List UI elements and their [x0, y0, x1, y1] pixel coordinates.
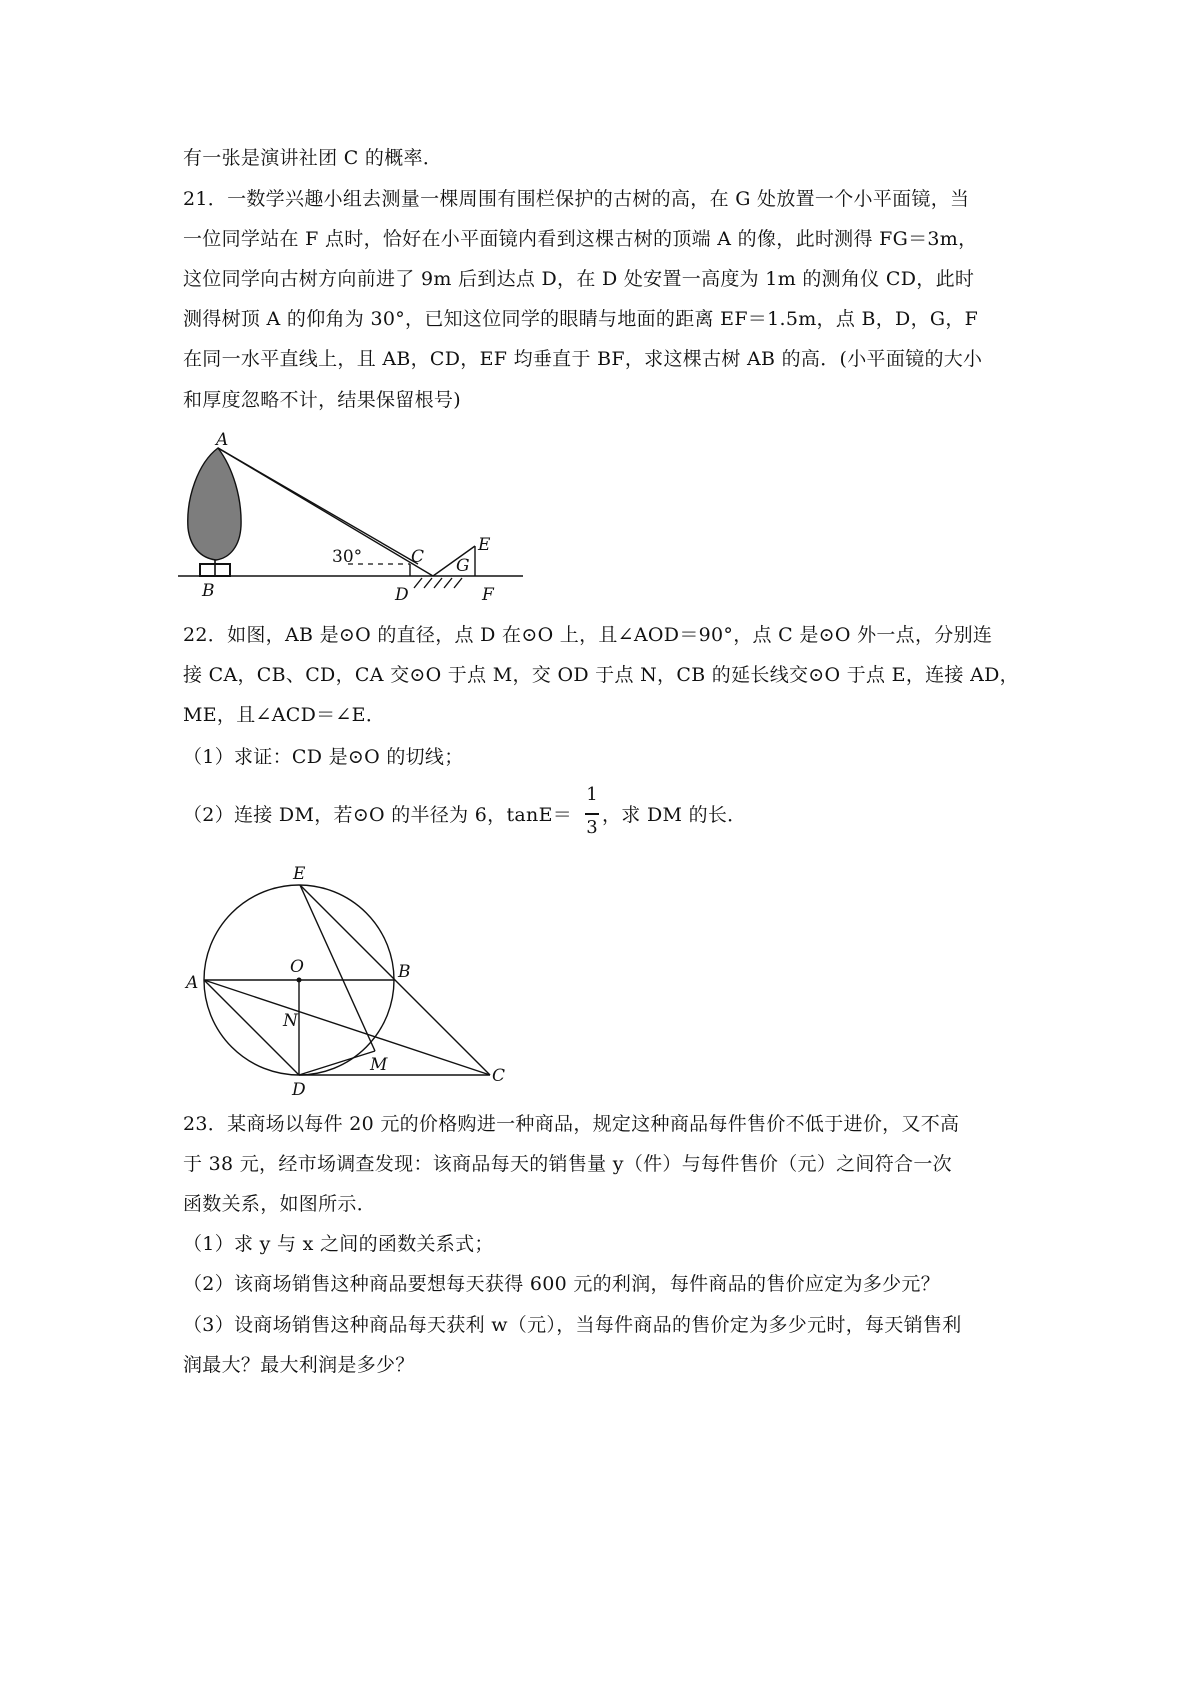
text-line-1: 有一张是演讲社团 C 的概率． [183, 147, 443, 169]
problem-23-part-2: （2）该商场销售这种商品要想每天获得 600 元的利润，每件商品的售价应定为多少元？ [183, 1273, 941, 1295]
problem-21-line-5: 在同一水平直线上，且 AB，CD，EF 均垂直于 BF，求这棵古树 AB 的高．(小平面镜的大小 [183, 348, 983, 370]
problem-22-line-3: ME，且∠ACD＝∠E． [183, 704, 386, 726]
label-B: B [202, 581, 215, 601]
problem-22-line-1: 22．如图，AB 是⊙O 的直径，点 D 在⊙O 上，且∠AOD＝90°，点 C 是⊙O 外一点，分别连 [183, 624, 993, 646]
problem-23-line-1: 23．某商场以每件 20 元的价格购进一种商品，规定这种商品每件售价不低于进价，又不高 [183, 1113, 960, 1135]
label-F: F [482, 585, 494, 605]
mirror-hatch [414, 578, 462, 588]
label-E: E [478, 535, 491, 555]
problem-21-line-1: 21．一数学兴趣小组去测量一棵周围有围栏保护的古树的高，在 G 处放置一个小平面镜，当 [183, 188, 970, 210]
figure-tree-mirror [178, 428, 528, 606]
label-C: C [492, 1066, 506, 1086]
problem-21-line-6: 和厚度忽略不计，结果保留根号) [183, 389, 461, 411]
fraction-denominator: 3 [586, 817, 598, 838]
label-A: A [216, 430, 229, 450]
problem-22-part-2-tail: ，求 DM 的长． [602, 804, 747, 826]
label-O: O [290, 957, 304, 977]
label-D: D [292, 1080, 306, 1095]
label-E: E [293, 864, 306, 884]
fraction-numerator: 1 [586, 784, 598, 805]
label-N: N [283, 1011, 298, 1031]
label-A: A [186, 973, 199, 993]
angle-label: 30° [332, 547, 363, 567]
label-B: B [398, 962, 411, 982]
problem-21-line-2: 一位同学站在 F 点时，恰好在小平面镜内看到这棵古树的顶端 A 的像，此时测得 FG＝3m， [183, 228, 978, 250]
problem-23-line-2: 于 38 元，经市场调查发现：该商品每天的销售量 y（件）与每件售价（元）之间符合一次 [183, 1153, 952, 1175]
problem-22-part-1: （1）求证：CD 是⊙O 的切线； [183, 746, 464, 768]
problem-22-part-2: （2）连接 DM，若⊙O 的半径为 6，tanE＝ [183, 804, 573, 826]
problem-23-part-3: （3）设商场销售这种商品每天获利 w（元），当每件商品的售价定为多少元时，每天销售利 [183, 1314, 962, 1336]
problem-22-line-2: 接 CA，CB、CD，CA 交⊙O 于点 M，交 OD 于点 N，CB 的延长线交⊙O 于点 E，连接 AD， [183, 664, 1019, 686]
label-C: C [411, 547, 425, 567]
fraction-bar [585, 813, 599, 815]
problem-23-line-3: 函数关系，如图所示． [183, 1193, 377, 1215]
label-G: G [456, 556, 470, 576]
line-A-G [218, 448, 433, 576]
figure-circle [180, 855, 520, 1095]
label-D: D [395, 585, 409, 605]
segment-AC [204, 980, 490, 1075]
segment-MD [299, 1051, 375, 1075]
problem-21-line-3: 这位同学向古树方向前进了 9m 后到达点 D，在 D 处安置一高度为 1m 的测角仪 CD，此时 [183, 268, 975, 290]
problem-23-part-3-cont: 润最大？最大利润是多少？ [183, 1354, 415, 1376]
center-dot [297, 978, 302, 983]
tree-crown [188, 448, 241, 560]
label-M: M [370, 1055, 388, 1075]
problem-21-line-4: 测得树顶 A 的仰角为 30°，已知这位同学的眼睛与地面的距离 EF＝1.5m，点 B，D，G，F [183, 308, 979, 330]
problem-23-part-1: （1）求 y 与 x 之间的函数关系式； [183, 1233, 494, 1255]
